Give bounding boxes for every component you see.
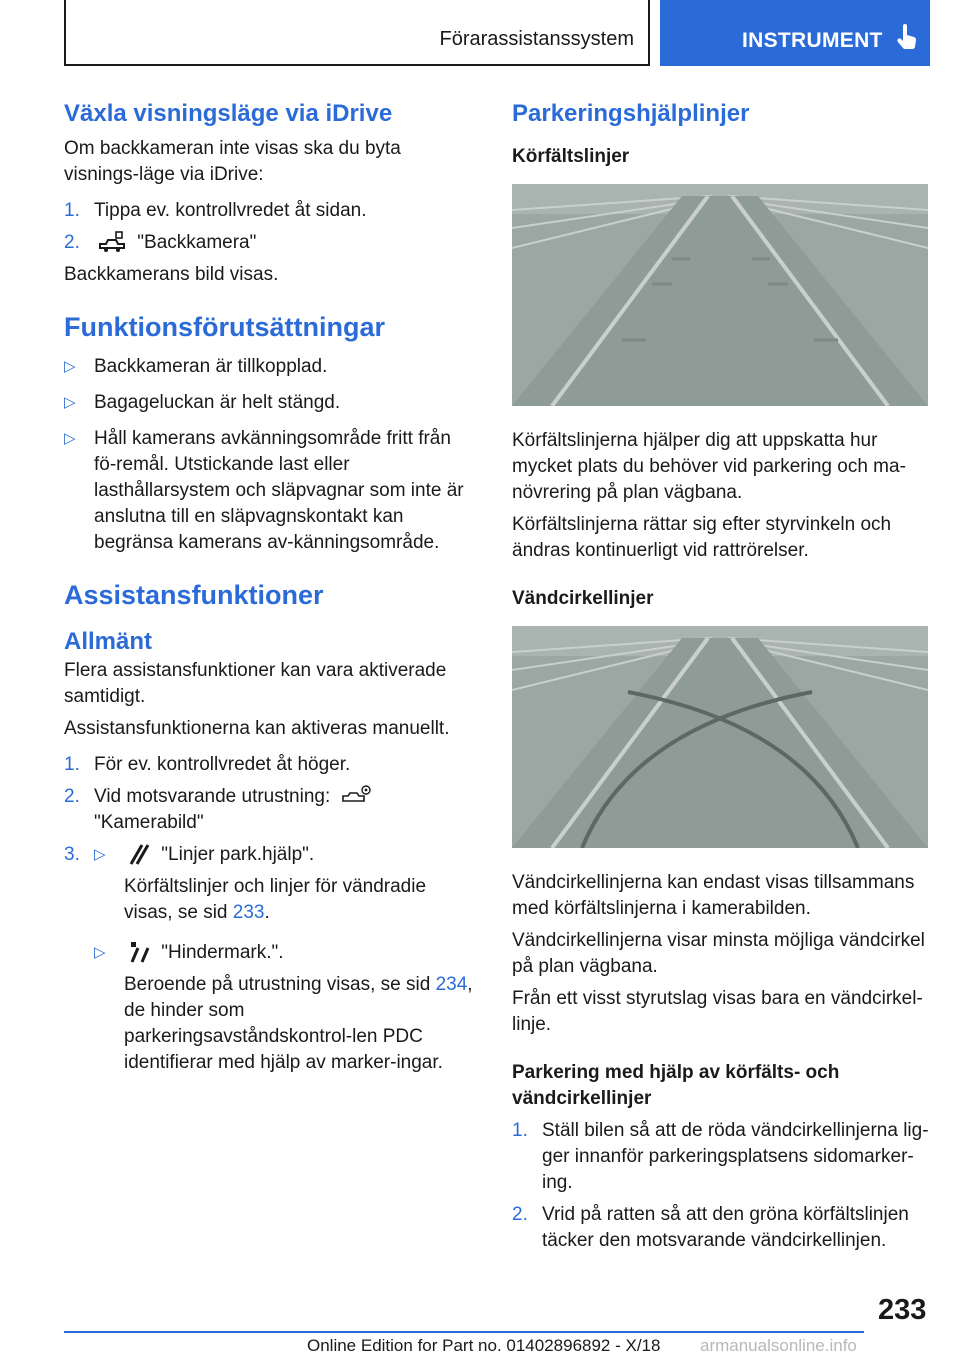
step-number: 1. — [512, 1120, 528, 1141]
subsection-title-turning-lines: Vändcirkellinjer — [512, 588, 654, 609]
list-item — [64, 354, 476, 380]
header-section-box — [64, 0, 650, 66]
sub-item-text-a: Körfältslinjer och linjer för vändradie visas, se sid — [124, 876, 427, 923]
list-item — [64, 426, 476, 556]
step-text: Tippa ev. kontrollvredet åt sidan. — [94, 200, 367, 221]
bullet-text: Backkameran är tillkopplad. — [94, 356, 328, 377]
parking-lines-icon — [128, 842, 150, 866]
list-item — [64, 784, 476, 836]
sub-item-label: "Linjer park.hjälp". — [161, 844, 315, 865]
bullet-text: Håll kamerans avkänningsområde fritt från fö-remål. Utstickande last eller lasthållarsystem och släpvagnar som inte är anslutna till en släpvagnskontakt kan begränsa kamerans av-känningsområde. — [94, 428, 464, 553]
footer-watermark: armanualsonline.info — [700, 1336, 857, 1355]
list-item — [64, 198, 476, 224]
section-title-requirements: Funktionsförutsättningar — [64, 312, 385, 342]
sub-list-item — [94, 940, 476, 1076]
step-text: För ev. kontrollvredet åt höger. — [94, 754, 351, 775]
sub-item-text-b: . — [264, 902, 270, 923]
step-number: 1. — [64, 754, 80, 775]
step-number: 2. — [64, 786, 80, 807]
step-text: Vid motsvarande utrustning: — [94, 786, 331, 807]
turning-lines-paragraph-3: Från ett visst styrutslag visas bara en vändcirkel-linje. — [512, 988, 923, 1035]
list-item — [512, 1202, 930, 1254]
turning-lines-paragraph-2: Vändcirkellinjerna visar minsta möjliga vändcirkel på plan vägbana. — [512, 930, 925, 977]
obstacle-marking-icon — [128, 940, 150, 964]
step-number: 2. — [512, 1204, 528, 1225]
subsection-title-general: Allmänt — [64, 628, 153, 655]
left-column — [64, 98, 476, 1076]
bullet-triangle-icon: ▷ — [64, 430, 76, 447]
header-chapter-tab[interactable] — [660, 0, 930, 66]
switch-view-intro: Om backkameran inte visas ska du byta visnings-läge via iDrive: — [64, 138, 401, 185]
bullet-triangle-icon: ▷ — [64, 394, 76, 411]
switch-view-result: Backkamerans bild visas. — [64, 264, 279, 285]
hand-pointer-icon — [896, 24, 918, 50]
list-item — [64, 230, 476, 256]
list-item — [64, 390, 476, 416]
step-text: Ställ bilen så att de röda vändcirkellinjerna lig-ger innanför parkeringsplatsens sidomarker-ing. — [542, 1120, 929, 1193]
page-link-234[interactable]: 234 — [435, 974, 468, 995]
turning-lines-paragraph-1: Vändcirkellinjerna kan endast visas tillsammans med körfältslinjerna i kamerabilden. — [512, 872, 915, 919]
step-text-option: "Kamerabild" — [94, 812, 204, 833]
page-number: 233 — [878, 1294, 927, 1326]
step-number: 1. — [64, 200, 80, 221]
sub-item-text — [124, 972, 476, 1076]
right-column — [512, 98, 930, 1254]
step-text: Vrid på ratten så att den gröna körfältslinjen täcker den motsvarande vändcirkellinjen. — [542, 1204, 909, 1251]
section-title-parking-lines: Parkeringshjälplinjer — [512, 100, 750, 127]
step-number: 2. — [64, 232, 80, 253]
header-section-title: Förarassistanssystem — [439, 28, 634, 50]
sub-list-item — [94, 842, 476, 926]
rear-camera-icon — [98, 230, 126, 254]
lane-lines-camera-image — [512, 184, 928, 406]
step-text: "Backkamera" — [137, 232, 257, 253]
section-title-assist-functions: Assistansfunktioner — [64, 580, 324, 610]
step-number: 3. — [64, 844, 80, 865]
list-item — [64, 842, 476, 1076]
bullet-text: Bagageluckan är helt stängd. — [94, 392, 341, 413]
sub-item-text — [124, 874, 476, 926]
bullet-triangle-icon: ▷ — [94, 944, 106, 961]
page-link-233[interactable]: 233 — [232, 902, 265, 923]
general-paragraph-2: Assistansfunktionerna kan aktiveras manuellt. — [64, 718, 450, 739]
subsection-title-parking-procedure: Parkering med hjälp av körfälts- och vändcirkellinjer — [512, 1062, 840, 1109]
list-item — [64, 752, 476, 778]
footer-divider — [64, 1331, 864, 1333]
lane-lines-paragraph-1: Körfältslinjerna hjälper dig att uppskatta hur mycket plats du behöver vid parkering och ma-növrering på plan vägbana. — [512, 430, 906, 503]
section-title-switch-view: Växla visningsläge via iDrive — [64, 100, 393, 127]
sub-item-text-b: , de hinder som parkeringsavståndskontrol-len PDC identifierar med hjälp av marker-ingar. — [124, 974, 473, 1073]
footer-edition: Online Edition for Part no. 01402896892 - X/18 — [307, 1336, 661, 1355]
turning-circle-camera-image — [512, 626, 928, 848]
lane-lines-paragraph-2: Körfältslinjerna rättar sig efter styrvinkeln och ändras kontinuerligt vid rattrörelser. — [512, 514, 892, 561]
bullet-triangle-icon: ▷ — [64, 358, 76, 375]
camera-settings-icon — [340, 784, 374, 808]
bullet-triangle-icon: ▷ — [94, 846, 106, 863]
list-item — [512, 1118, 930, 1196]
sub-item-label: "Hindermark.". — [161, 942, 284, 963]
header-chapter-label: INSTRUMENT — [742, 29, 883, 52]
sub-item-text-a: Beroende på utrustning visas, se sid — [124, 974, 436, 995]
subsection-title-lane-lines: Körfältslinjer — [512, 146, 630, 167]
general-paragraph-1: Flera assistansfunktioner kan vara aktiverade samtidigt. — [64, 660, 447, 707]
